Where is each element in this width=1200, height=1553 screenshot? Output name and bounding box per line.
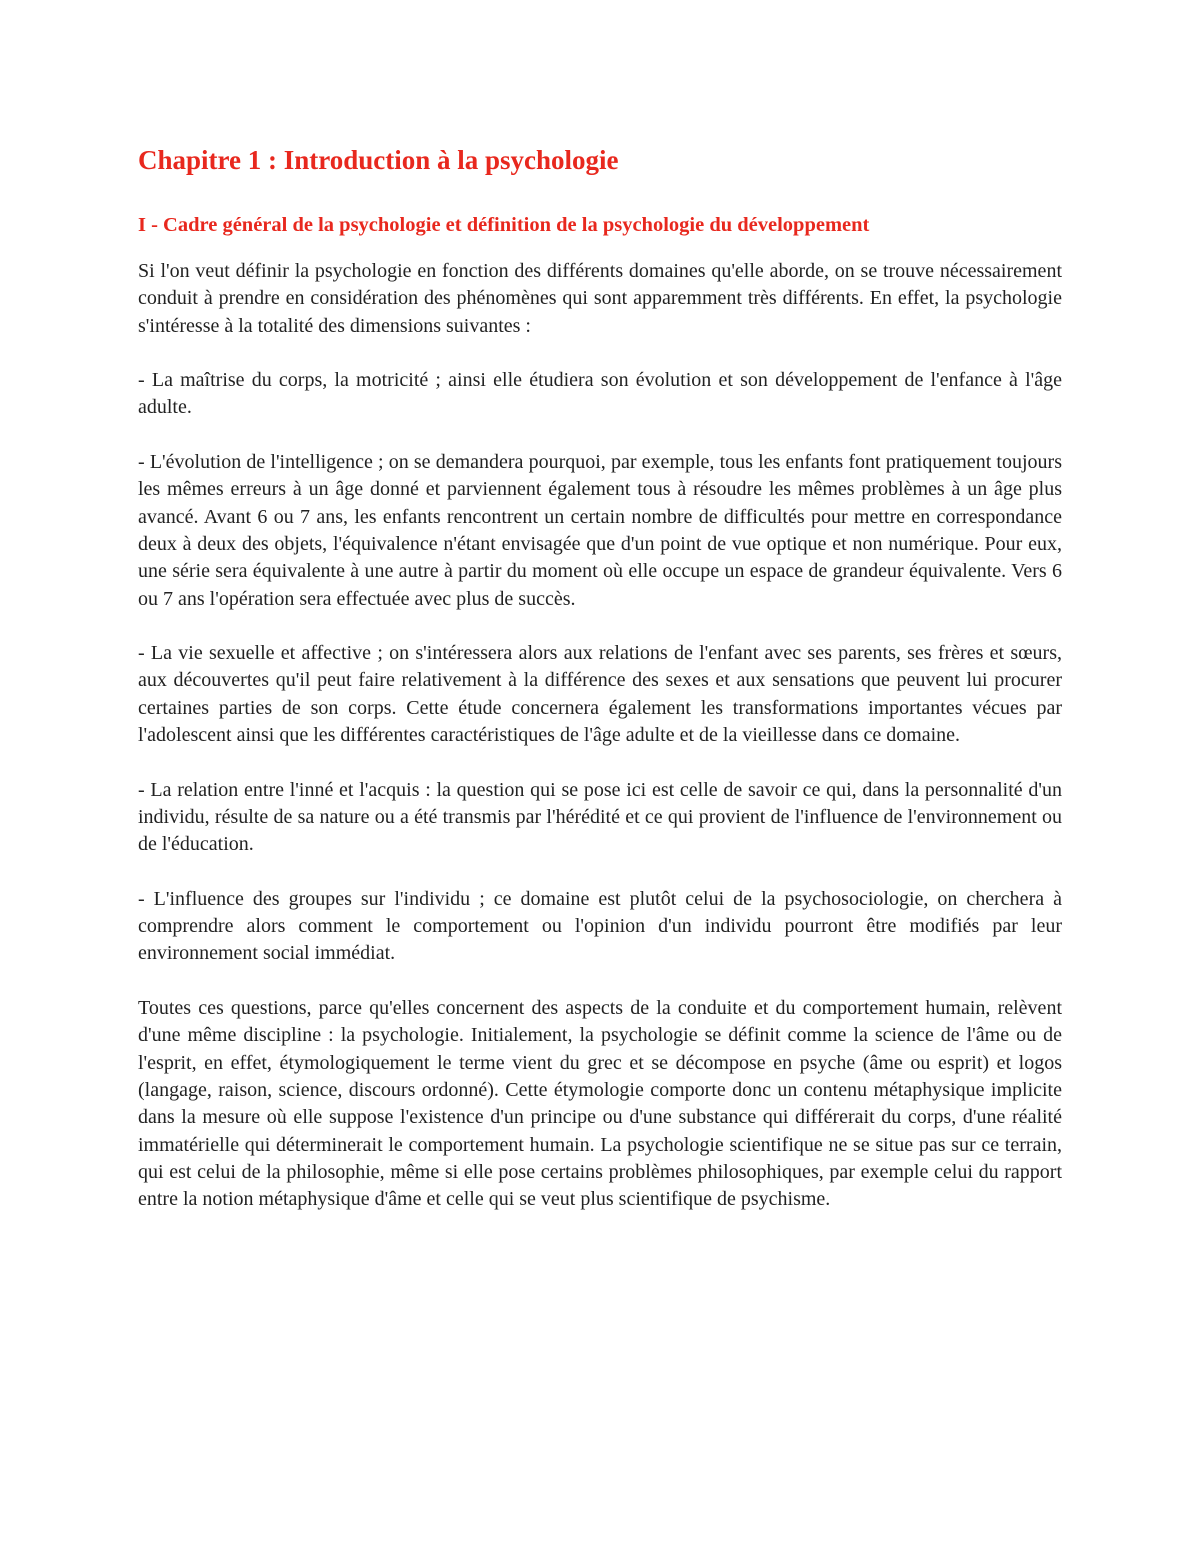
paragraph-intelligence: - L'évolution de l'intelligence ; on se demandera pourquoi, par exemple, tous les enfants font pratiquement toujours les mêmes erreurs à un âge donné et parviennent également tous à résoudre les mêmes problèmes à un âge plus avancé. Avant 6 ou 7 ans, les enfants rencontrent un certain nombre de difficultés pour mettre en correspondance deux à deux des objets, l'équivalence n'étant envisagée que d'un point de vue optique et non numérique. Pour eux, une série sera équivalente à une autre à partir du moment où elle occupe un espace de grandeur équivalente. Vers 6 ou 7 ans l'opération sera effectuée avec plus de succès. <box>138 451 1062 610</box>
section-title: I - Cadre général de la psychologie et définition de la psychologie du développement <box>138 214 870 236</box>
paragraph-conclusion: Toutes ces questions, parce qu'elles concernent des aspects de la conduite et du comportement humain, relèvent d'une même discipline : la psychologie. Initialement, la psychologie se définit comme la science de l'âme ou de l'esprit, en effet, étymologiquement le terme vient du grec et se décompose en psyche (âme ou esprit) et logos (langage, raison, science, discours ordonné). Cette étymologie comporte donc un contenu métaphysique implicite dans la mesure où elle suppose l'existence d'un principe ou d'une substance qui différerait du corps, d'une réalité immatérielle qui déterminerait le comportement humain. La psychologie scientifique ne se situe pas sur ce terrain, qui est celui de la philosophie, même si elle pose certains problèmes philosophiques, par exemple celui du rapport entre la notion métaphysique d'âme et celle qui se veut plus scientifique de psychisme. <box>138 997 1062 1211</box>
paragraph-vie-sexuelle: - La vie sexuelle et affective ; on s'intéressera alors aux relations de l'enfant avec ses parents, ses frères et sœurs, aux découvertes qu'il peut faire relativement à la différence des sexes et aux sensations que peuvent lui procurer certaines parties de son corps. Cette étude concernera également les transformations importantes vécues par l'adolescent ainsi que les différentes caractéristiques de l'âge adulte et de la vieillesse dans ce domaine. <box>138 642 1062 747</box>
chapter-title: Chapitre 1 : Introduction à la psychologie <box>138 145 619 175</box>
paragraph-inne-acquis: - La relation entre l'inné et l'acquis : la question qui se pose ici est celle de savoir ce qui, dans la personnalité d'un individu, résulte de sa nature ou a été transmis par l'hérédité et ce qui provient de l'influence de l'environnement ou de l'éducation. <box>138 778 1062 856</box>
paragraph-influence-groupes: - L'influence des groupes sur l'individu ; ce domaine est plutôt celui de la psychosociologie, on cherchera à comprendre alors comment le comportement ou l'opinion d'un individu pourront être modifiés par leur environnement social immédiat. <box>138 887 1062 965</box>
paragraph-intro: Si l'on veut définir la psychologie en fonction des différents domaines qu'elle aborde, on se trouve nécessairement conduit à prendre en considération des phénomènes qui sont apparemment très différents. En effet, la psychologie s'intéresse à la totalité des dimensions suivantes : <box>138 260 1062 337</box>
document-page <box>138 140 1062 1241</box>
paragraph-motricite: - La maîtrise du corps, la motricité ; ainsi elle étudiera son évolution et son développement de l'enfance à l'âge adulte. <box>138 369 1062 419</box>
